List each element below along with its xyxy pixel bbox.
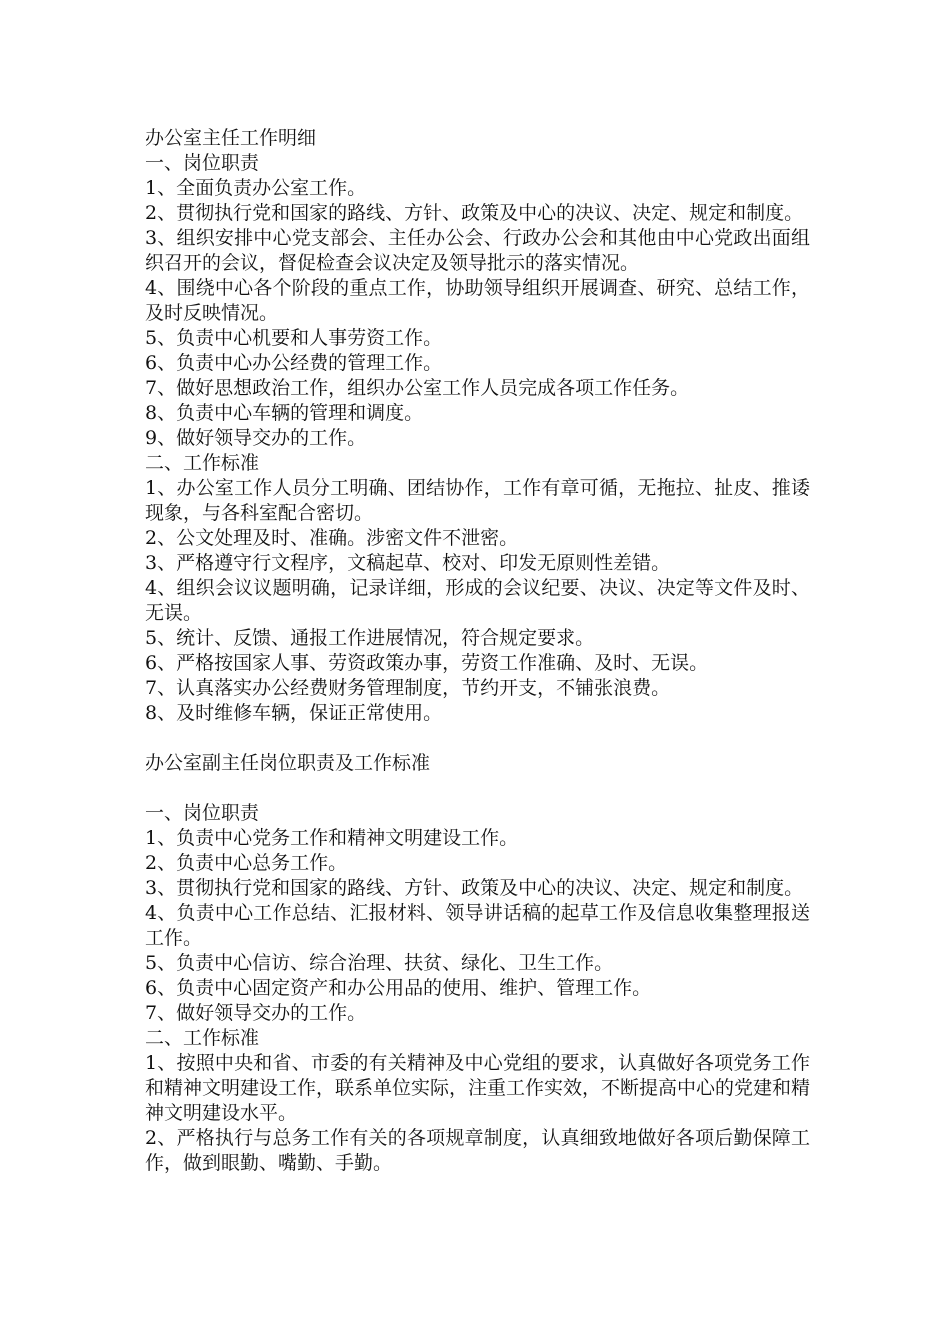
duty-item: 9、做好领导交办的工作。 <box>145 427 367 449</box>
standard-item: 3、严格遵守行文程序，文稿起草、校对、印发无原则性差错。 <box>145 552 671 574</box>
blank-line <box>145 726 810 751</box>
standard-item: 2、严格执行与总务工作有关的各项规章制度，认真细致地做好各项后勤保障工作，做到眼勤、嘴勤、手勤。 <box>145 1127 810 1174</box>
standard-item: 8、及时维修车辆，保证正常使用。 <box>145 702 443 724</box>
duty-item: 1、全面负责办公室工作。 <box>145 177 367 199</box>
duty-item: 4、负责中心工作总结、汇报材料、领导讲话稿的起草工作及信息收集整理报送工作。 <box>145 902 810 949</box>
section-heading: 二、工作标准 <box>145 452 260 474</box>
duty-item: 7、做好思想政治工作，组织办公室工作人员完成各项工作任务。 <box>145 377 690 399</box>
standard-item: 2、公文处理及时、准确。涉密文件不泄密。 <box>145 527 519 549</box>
section-heading: 一、岗位职责 <box>145 152 260 174</box>
duty-item: 2、贯彻执行党和国家的路线、方针、政策及中心的决议、决定、规定和制度。 <box>145 202 804 224</box>
document-body <box>145 126 810 1176</box>
standard-item: 1、按照中央和省、市委的有关精神及中心党组的要求，认真做好各项党务工作和精神文明建设工作，联系单位实际，注重工作实效，不断提高中心的党建和精神文明建设水平。 <box>145 1052 811 1124</box>
duty-item: 5、负责中心信访、综合治理、扶贫、绿化、卫生工作。 <box>145 952 614 974</box>
section-heading: 一、岗位职责 <box>145 802 260 824</box>
duty-item: 3、组织安排中心党支部会、主任办公会、行政办公会和其他由中心党政出面组织召开的会议，督促检查会议决定及领导批示的落实情况。 <box>145 227 810 274</box>
duty-item: 2、负责中心总务工作。 <box>145 852 348 874</box>
duty-item: 6、负责中心固定资产和办公用品的使用、维护、管理工作。 <box>145 977 652 999</box>
duty-item: 6、负责中心办公经费的管理工作。 <box>145 352 443 374</box>
standard-item: 7、认真落实办公经费财务管理制度，节约开支，不铺张浪费。 <box>145 677 671 699</box>
blank-line <box>145 776 810 801</box>
standard-item: 6、严格按国家人事、劳资政策办事，劳资工作准确、及时、无误。 <box>145 652 709 674</box>
duty-item: 3、贯彻执行党和国家的路线、方针、政策及中心的决议、决定、规定和制度。 <box>145 877 804 899</box>
duty-item: 8、负责中心车辆的管理和调度。 <box>145 402 424 424</box>
duty-item: 4、围绕中心各个阶段的重点工作，协助领导组织开展调查、研究、总结工作，及时反映情况。 <box>145 277 810 324</box>
duty-item: 1、负责中心党务工作和精神文明建设工作。 <box>145 827 519 849</box>
duty-item: 7、做好领导交办的工作。 <box>145 1002 367 1024</box>
doc-title: 办公室主任工作明细 <box>145 127 317 149</box>
doc-title: 办公室副主任岗位职责及工作标准 <box>145 752 431 774</box>
section-heading: 二、工作标准 <box>145 1027 260 1049</box>
standard-item: 1、办公室工作人员分工明确、团结协作，工作有章可循，无拖拉、扯皮、推诿现象，与各科室配合密切。 <box>145 477 810 524</box>
duty-item: 5、负责中心机要和人事劳资工作。 <box>145 327 443 349</box>
standard-item: 5、统计、反馈、通报工作进展情况，符合规定要求。 <box>145 627 595 649</box>
standard-item: 4、组织会议议题明确，记录详细，形成的会议纪要、决议、决定等文件及时、无误。 <box>145 577 810 624</box>
